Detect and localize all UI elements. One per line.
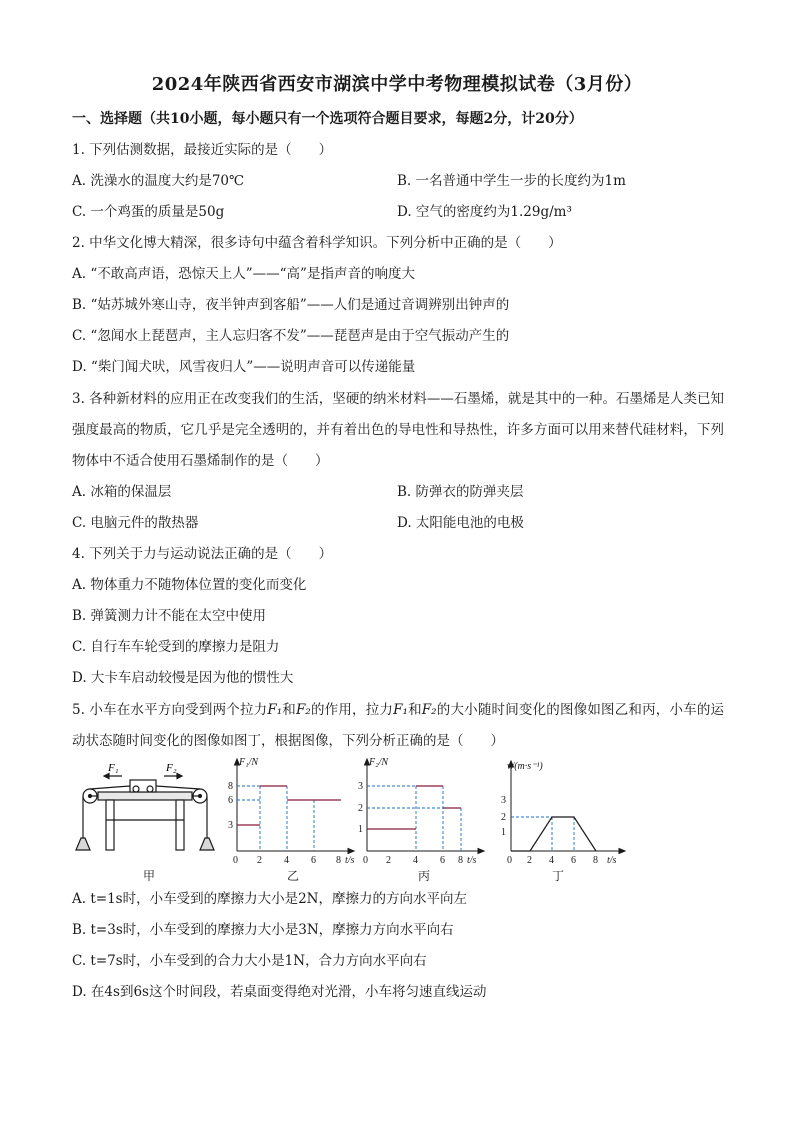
figure-jia-apparatus [70, 758, 220, 870]
arrow-f1 [104, 774, 109, 779]
weight-left [76, 838, 90, 850]
string-left [90, 786, 130, 789]
q1-option-a: A. 洗澡水的温度大约是70℃ [72, 173, 245, 189]
x-label: t/s [345, 855, 355, 866]
question-3-stem: 3. 各种新材料的应用正在改变我们的生活，坚硬的纳米材料——石墨烯，就是其中的一种。石墨烯是人类已知强度最高的物质，它几乎是完全透明的，并有着出色的导电性和导热性，许多方面可以用来替代硅材料，下列物体中不适合使用石墨烯制作的是（ ） [72, 391, 724, 469]
y-tick-2: 2 [358, 803, 363, 814]
q3-option-c: C. 电脑元件的散热器 [72, 515, 199, 531]
y-tick-3: 3 [501, 795, 506, 806]
figure-ding-chart [495, 753, 635, 868]
x-tick-2: 2 [386, 855, 391, 866]
q5-option-d: D. 在4s到6s这个时间段，若桌面变得绝对光滑，小车将匀速直线运动 [72, 984, 487, 1000]
x-tick-8: 8 [458, 855, 463, 866]
y-label: v/(m·s⁻¹) [507, 761, 543, 772]
x-label: t/s [607, 855, 617, 866]
x-tick-2: 2 [527, 855, 532, 866]
q4-option-c: C. 自行车车轮受到的摩擦力是阻力 [72, 639, 280, 655]
q2-option-b: B. “姑苏城外寒山寺，夜半钟声到客船”——人们是通过音调辨别出钟声的 [72, 297, 510, 313]
string-right [156, 786, 200, 789]
table-top [98, 792, 192, 800]
x-tick-0: 0 [363, 855, 368, 866]
q5-option-b: B. t=3s时，小车受到的摩擦力大小是3N，摩擦力方向水平向右 [72, 922, 454, 938]
x-tick-4: 4 [413, 855, 418, 866]
arrow-f2 [177, 774, 182, 779]
x-tick-8: 8 [593, 855, 598, 866]
section-heading: 一、选择题（共10小题，每小题只有一个选项符合题目要求，每题2分，计20分） [72, 111, 583, 127]
q5-option-a: A. t=1s时，小车受到的摩擦力大小是2N，摩擦力的方向水平向左 [72, 891, 467, 907]
caption-bing: 丙 [418, 869, 431, 883]
x-tick-0: 0 [507, 855, 512, 866]
q4-option-d: D. 大卡车启动较慢是因为他的惯性大 [72, 670, 294, 686]
label-f1: F₁ [108, 762, 119, 774]
q1-option-c: C. 一个鸡蛋的质量是50g [72, 204, 225, 220]
label-f2: F₂ [166, 762, 177, 774]
y-label: F₁/N [239, 757, 259, 768]
question-1-stem: 1. 下列估测数据，最接近实际的是（ ） [72, 142, 333, 158]
q3-option-a: A. 冰箱的保温层 [72, 484, 172, 500]
question-5-stem: 5. 小车在水平方向受到两个拉力F₁和F₂的作用，拉力F₁和F₂的大小随时间变化的图像如图乙和丙，小车的运动状态随时间变化的图像如图丁，根据图像，下列分析正确的是（ ） [72, 702, 725, 749]
y-tick-6: 6 [228, 795, 233, 806]
y-tick-3: 3 [358, 781, 363, 792]
q3-option-d: D. 太阳能电池的电极 [397, 515, 524, 531]
q1-option-b: B. 一名普通中学生一步的长度约为1m [397, 173, 626, 189]
y-tick-3: 3 [228, 820, 233, 831]
figure-yi-chart [222, 753, 362, 868]
y-tick-1: 1 [358, 824, 363, 835]
page-title: 2024年陕西省西安市湖滨中学中考物理模拟试卷（3月份） [151, 74, 643, 95]
question-2-stem: 2. 中华文化博大精深，很多诗句中蕴含着科学知识。下列分析中正确的是（ ） [72, 235, 562, 251]
q5-option-c: C. t=7s时，小车受到的合力大小是1N，合力方向水平向右 [72, 953, 427, 969]
x-label: t/s [467, 855, 477, 866]
weight-right [200, 838, 214, 850]
q2-option-a: A. “不敢高声语，恐惊天上人”——“高”是指声音的响度大 [72, 266, 415, 282]
figure-bing-chart [352, 753, 492, 868]
x-tick-4: 4 [549, 855, 554, 866]
y-tick-1: 1 [501, 827, 506, 838]
x-tick-6: 6 [311, 855, 316, 866]
velocity-curve [511, 817, 596, 851]
q3-option-b: B. 防弹衣的防弹夹层 [397, 484, 524, 500]
y-tick-2: 2 [501, 812, 506, 823]
caption-ding: 丁 [552, 869, 565, 883]
x-tick-4: 4 [284, 855, 289, 866]
x-tick-8: 8 [336, 855, 341, 866]
x-tick-6: 6 [571, 855, 576, 866]
table-leg-left [106, 800, 114, 850]
q2-option-d: D. “柴门闻犬吠，风雪夜归人”——说明声音可以传递能量 [72, 359, 416, 375]
caption-jia: 甲 [143, 869, 156, 883]
question-4-stem: 4. 下列关于力与运动说法正确的是（ ） [72, 546, 333, 562]
table-leg-right [176, 800, 184, 850]
q2-option-c: C. “忽闻水上琵琶声，主人忘归客不发”——琵琶声是由于空气振动产生的 [72, 328, 510, 344]
x-tick-0: 0 [233, 855, 238, 866]
q4-option-b: B. 弹簧测力计不能在太空中使用 [72, 608, 267, 624]
y-label: F₂/N [369, 757, 389, 768]
q4-option-a: A. 物体重力不随物体位置的变化而变化 [72, 577, 307, 593]
y-tick-8: 8 [228, 781, 233, 792]
caption-yi: 乙 [287, 869, 300, 883]
x-tick-2: 2 [257, 855, 262, 866]
x-tick-6: 6 [440, 855, 445, 866]
q1-option-d: D. 空气的密度约为1.29g/m³ [397, 204, 572, 220]
